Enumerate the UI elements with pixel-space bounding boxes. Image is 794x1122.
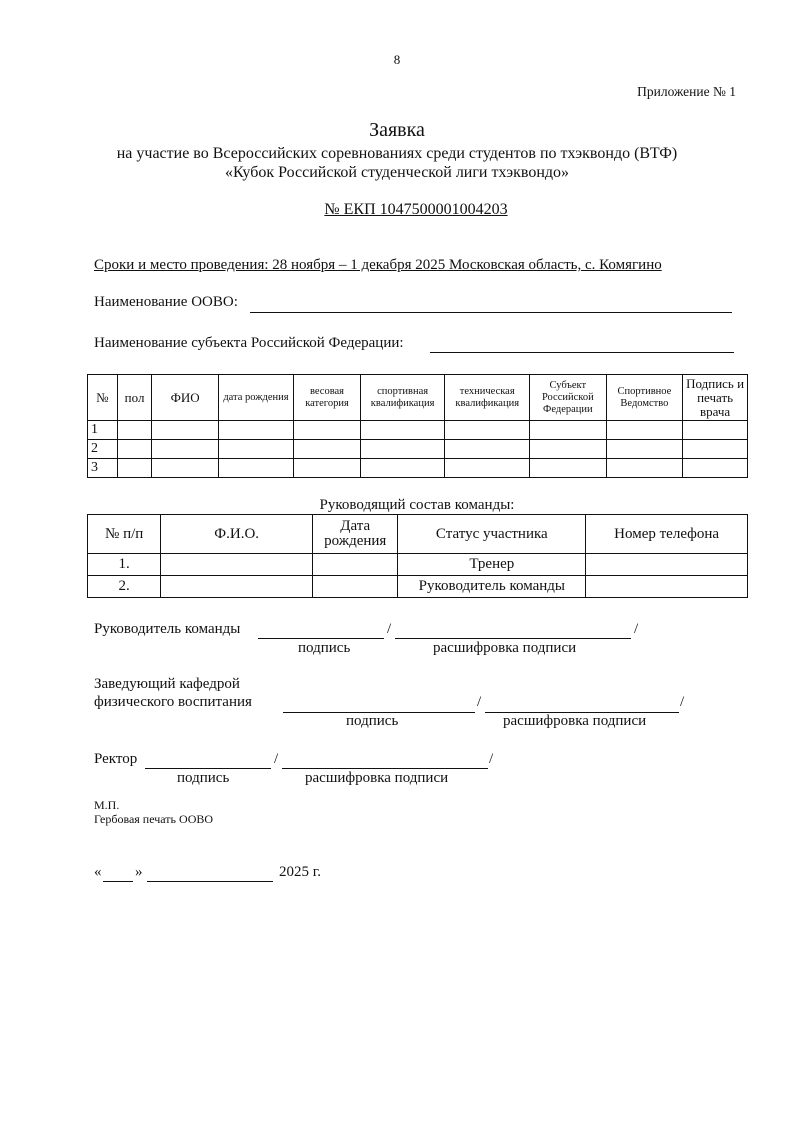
date-day-line[interactable] (103, 881, 133, 882)
col-pp: № п/п (88, 515, 161, 554)
col-sport-qual: спортивная квалификация (360, 375, 445, 421)
team-leader-label: Руководитель команды (94, 621, 241, 637)
slash: / (477, 694, 482, 710)
cell[interactable] (360, 421, 445, 440)
appendix-label: Приложение № 1 (637, 84, 736, 99)
cell[interactable] (152, 459, 218, 478)
cell[interactable] (445, 459, 530, 478)
table-row (88, 576, 748, 598)
row-status: Руководитель команды (398, 576, 586, 598)
col-number: № (88, 375, 118, 421)
cell[interactable] (218, 421, 293, 440)
row-status: Тренер (398, 554, 586, 576)
row-number: 2 (88, 440, 118, 459)
cell[interactable] (294, 440, 361, 459)
cell[interactable] (152, 440, 218, 459)
cell[interactable] (683, 421, 748, 440)
cell[interactable] (445, 440, 530, 459)
cell[interactable] (294, 421, 361, 440)
cell[interactable] (117, 459, 152, 478)
team-leader-decode-line[interactable] (395, 638, 631, 639)
col-fio: ФИО (152, 375, 218, 421)
subtitle-line-1: на участие во Всероссийских соревнованиях среди студентов по тхэквондо (ВТФ) (116, 145, 678, 162)
subject-label: Наименование субъекта Российской Федерации: (94, 335, 404, 351)
cell[interactable] (530, 421, 607, 440)
row-number: 2. (88, 576, 161, 598)
signature-caption: подпись (346, 713, 399, 729)
col-doctor: Подпись и печать врача (683, 375, 748, 421)
cell[interactable] (530, 440, 607, 459)
col-subject: Субъект Российской Федерации (530, 375, 607, 421)
col-birthdate: Дата рождения (313, 515, 398, 554)
cell[interactable] (161, 554, 313, 576)
subject-line (430, 352, 734, 353)
cell[interactable] (530, 459, 607, 478)
cell[interactable] (586, 576, 748, 598)
table-row (88, 421, 748, 440)
date-close-quote: » (135, 864, 143, 880)
page-number: 8 (393, 52, 401, 67)
slash: / (387, 621, 392, 637)
slash: / (274, 751, 279, 767)
document-title: Заявка (369, 119, 425, 141)
cell[interactable] (152, 421, 218, 440)
rector-label: Ректор (94, 751, 138, 767)
stamp-caption: Гербовая печать ООВО (94, 812, 214, 826)
cell[interactable] (218, 459, 293, 478)
cell[interactable] (606, 459, 683, 478)
team-leader-sign-line[interactable] (258, 638, 384, 639)
stamp-mp: М.П. (94, 798, 120, 812)
head-label-line-1: Заведующий кафедрой (94, 676, 240, 692)
dates-place: Сроки и место проведения: 28 ноября – 1 декабря 2025 Московская область, с. Комягино (94, 257, 662, 273)
cell[interactable] (313, 576, 398, 598)
cell[interactable] (445, 421, 530, 440)
row-number: 3 (88, 459, 118, 478)
table-row (88, 459, 748, 478)
leadership-title: Руководящий состав команды: (319, 497, 515, 513)
col-gender: пол (117, 375, 152, 421)
cell[interactable] (683, 440, 748, 459)
table-row (88, 554, 748, 576)
signature-caption: подпись (177, 770, 230, 786)
participants-table (87, 374, 748, 478)
col-phone: Номер телефона (586, 515, 748, 554)
decode-caption: расшифровка подписи (305, 770, 449, 786)
date-year: 2025 г. (279, 864, 321, 880)
cell[interactable] (606, 440, 683, 459)
decode-caption: расшифровка подписи (503, 713, 647, 729)
table-row (88, 440, 748, 459)
row-number: 1 (88, 421, 118, 440)
cell[interactable] (360, 440, 445, 459)
cell[interactable] (360, 459, 445, 478)
cell[interactable] (606, 421, 683, 440)
col-tech-qual: техническая квалификация (445, 375, 530, 421)
signature-caption: подпись (298, 640, 351, 656)
leadership-table (87, 514, 748, 598)
participants-header-row (88, 375, 748, 421)
rector-sign-line[interactable] (145, 768, 271, 769)
date-month-line[interactable] (147, 881, 273, 882)
col-agency: Спортивное Ведомство (606, 375, 683, 421)
cell[interactable] (294, 459, 361, 478)
slash: / (680, 694, 685, 710)
col-status: Статус участника (398, 515, 586, 554)
slash: / (489, 751, 494, 767)
decode-caption: расшифровка подписи (433, 640, 577, 656)
subtitle-line-2: «Кубок Российской студенческой лиги тхэквондо» (224, 164, 570, 181)
date-open-quote: « (94, 864, 102, 880)
col-weight: весовая категория (294, 375, 361, 421)
head-label-line-2: физического воспитания (94, 694, 252, 710)
cell[interactable] (218, 440, 293, 459)
col-fio: Ф.И.О. (161, 515, 313, 554)
col-birthdate: дата рождения (218, 375, 293, 421)
cell[interactable] (117, 421, 152, 440)
leadership-header-row (88, 515, 748, 554)
cell[interactable] (117, 440, 152, 459)
oovo-label: Наименование ООВО: (94, 294, 238, 310)
row-number: 1. (88, 554, 161, 576)
oovo-line (250, 312, 732, 313)
ekp-number: № ЕКП 1047500001004203 (324, 201, 508, 218)
cell[interactable] (586, 554, 748, 576)
cell[interactable] (683, 459, 748, 478)
cell[interactable] (161, 576, 313, 598)
cell[interactable] (313, 554, 398, 576)
slash: / (634, 621, 639, 637)
rector-decode-line[interactable] (282, 768, 488, 769)
